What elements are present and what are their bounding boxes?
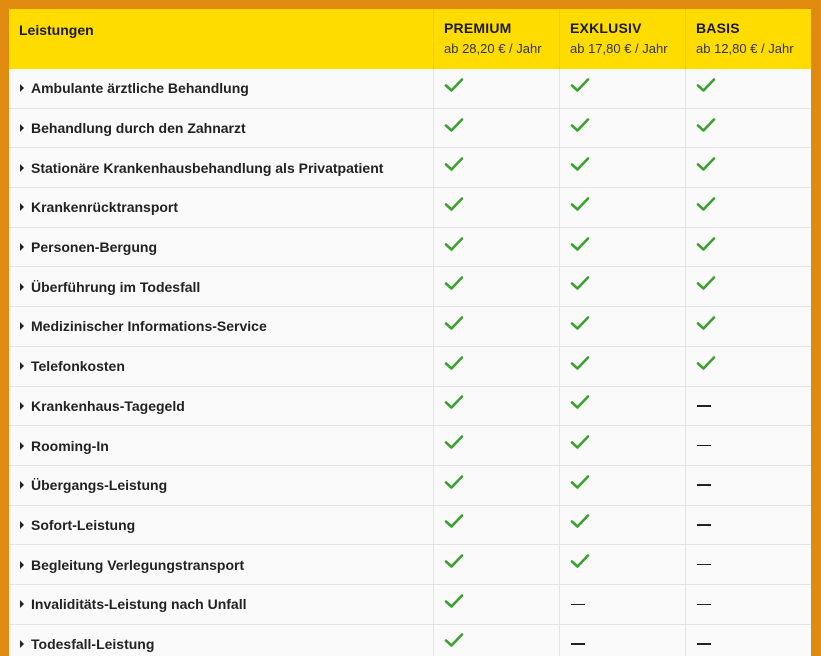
check-icon [696, 277, 716, 296]
row-label[interactable] [19, 80, 249, 96]
cell-exklusiv [560, 625, 686, 656]
cell-basis [686, 545, 811, 584]
check-icon [444, 436, 464, 455]
table-row[interactable] [9, 188, 811, 228]
row-label-text: Behandlung durch den Zahnarzt [31, 120, 246, 137]
cell-exklusiv [560, 585, 686, 624]
check-icon [444, 198, 464, 217]
cell-exklusiv [560, 545, 686, 584]
check-icon [696, 119, 716, 138]
check-icon [570, 515, 590, 534]
plan-name: BASIS [696, 20, 740, 36]
check-icon [570, 436, 590, 455]
cell-exklusiv [560, 267, 686, 306]
check-icon [570, 476, 590, 495]
check-icon [570, 238, 590, 257]
check-icon [570, 158, 590, 177]
row-label-cell[interactable] [9, 188, 434, 227]
check-icon [444, 277, 464, 296]
cell-exklusiv [560, 148, 686, 187]
cell-premium [434, 387, 560, 426]
check-icon [696, 317, 716, 336]
row-label-cell[interactable] [9, 466, 434, 505]
check-icon [570, 555, 590, 574]
plan-price: ab 28,20 € / Jahr [444, 41, 542, 56]
caret-right-icon[interactable] [20, 442, 24, 450]
dash-icon [697, 484, 711, 486]
caret-right-icon[interactable] [20, 561, 24, 569]
dash-icon [697, 445, 711, 447]
row-label-cell[interactable] [9, 109, 434, 148]
cell-basis [686, 307, 811, 346]
check-icon [570, 277, 590, 296]
row-label-text: Personen-Bergung [31, 239, 158, 256]
cell-premium [434, 109, 560, 148]
dash-icon [697, 564, 711, 566]
caret-right-icon[interactable] [20, 402, 24, 410]
dash-icon [571, 604, 585, 606]
caret-right-icon[interactable] [20, 124, 24, 132]
table-row[interactable] [9, 109, 811, 149]
table-row[interactable] [9, 545, 811, 585]
cell-exklusiv [560, 109, 686, 148]
row-label-cell[interactable] [9, 387, 434, 426]
cell-basis [686, 267, 811, 306]
check-icon [570, 79, 590, 98]
check-icon [444, 555, 464, 574]
comparison-table [9, 9, 811, 656]
cell-basis [686, 426, 811, 465]
leistungen-heading: Leistungen [19, 22, 94, 38]
cell-exklusiv [560, 387, 686, 426]
check-icon [444, 634, 464, 653]
plan-name: PREMIUM [444, 20, 512, 36]
row-label[interactable] [19, 477, 167, 493]
cell-basis [686, 625, 811, 656]
dash-icon [697, 405, 711, 407]
row-label-cell[interactable] [9, 426, 434, 465]
cell-basis [686, 69, 811, 108]
cell-basis [686, 506, 811, 545]
cell-premium [434, 267, 560, 306]
row-label[interactable] [19, 239, 157, 255]
check-icon [696, 158, 716, 177]
row-label-text: Stationäre Krankenhausbehandlung als Privatpatient [31, 159, 384, 176]
table-header [9, 9, 811, 69]
caret-right-icon[interactable] [20, 164, 24, 172]
dash-icon [697, 604, 711, 606]
table-row[interactable] [9, 466, 811, 506]
cell-exklusiv [560, 506, 686, 545]
cell-premium [434, 188, 560, 227]
cell-premium [434, 466, 560, 505]
cell-basis [686, 466, 811, 505]
row-label-text: Rooming-In [31, 437, 109, 454]
row-label-cell[interactable] [9, 585, 434, 624]
check-icon [696, 198, 716, 217]
row-label-cell[interactable] [9, 545, 434, 584]
row-label-text: Sofort-Leistung [31, 516, 136, 533]
cell-basis [686, 387, 811, 426]
row-label-text: Todesfall-Leistung [31, 635, 155, 652]
caret-right-icon[interactable] [20, 203, 24, 211]
cell-premium [434, 585, 560, 624]
row-label-text: Telefonkosten [31, 358, 125, 375]
row-label[interactable] [19, 517, 135, 533]
row-label-cell[interactable] [9, 307, 434, 346]
table-row[interactable] [9, 307, 811, 347]
caret-right-icon[interactable] [20, 521, 24, 529]
caret-right-icon[interactable] [20, 283, 24, 291]
table-row[interactable] [9, 387, 811, 427]
cell-basis [686, 347, 811, 386]
cell-exklusiv [560, 228, 686, 267]
row-label-cell[interactable] [9, 148, 434, 187]
table-row[interactable] [9, 267, 811, 307]
dash-icon [697, 643, 711, 645]
check-icon [696, 79, 716, 98]
check-icon [444, 476, 464, 495]
row-label-cell[interactable] [9, 69, 434, 108]
row-label-cell[interactable] [9, 625, 434, 656]
check-icon [444, 357, 464, 376]
check-icon [444, 158, 464, 177]
row-label[interactable] [19, 279, 200, 295]
cell-premium [434, 148, 560, 187]
row-label-cell[interactable] [9, 228, 434, 267]
table-row[interactable] [9, 625, 811, 656]
row-label-text: Ambulante ärztliche Behandlung [31, 80, 249, 97]
check-icon [570, 357, 590, 376]
row-label-cell[interactable] [9, 347, 434, 386]
cell-premium [434, 545, 560, 584]
table-row[interactable] [9, 585, 811, 625]
plan-name: EXKLUSIV [570, 20, 642, 36]
row-label[interactable] [19, 120, 246, 136]
check-icon [444, 515, 464, 534]
row-label[interactable] [19, 160, 383, 176]
cell-exklusiv [560, 426, 686, 465]
row-label-text: Begleitung Verlegungstransport [31, 556, 245, 573]
row-label-text: Medizinischer Informations-Service [31, 318, 267, 335]
check-icon [444, 317, 464, 336]
cell-basis [686, 148, 811, 187]
check-icon [696, 238, 716, 257]
caret-right-icon[interactable] [20, 362, 24, 370]
cell-premium [434, 228, 560, 267]
dash-icon [571, 643, 585, 645]
cell-premium [434, 506, 560, 545]
row-label-text: Krankenhaus-Tagegeld [31, 397, 185, 414]
header-plan-premium [434, 9, 560, 69]
header-plan-basis [686, 9, 811, 69]
cell-exklusiv [560, 466, 686, 505]
check-icon [570, 198, 590, 217]
row-label[interactable] [19, 438, 109, 454]
plan-price: ab 12,80 € / Jahr [696, 41, 794, 56]
row-label[interactable] [19, 398, 185, 414]
header-leistungen [9, 9, 434, 69]
row-label[interactable] [19, 636, 154, 652]
table-row[interactable] [9, 506, 811, 546]
table-row[interactable] [9, 69, 811, 109]
row-label-text: Übergangs-Leistung [31, 477, 168, 494]
check-icon [444, 595, 464, 614]
row-label[interactable] [19, 358, 125, 374]
caret-right-icon[interactable] [20, 640, 24, 648]
caret-right-icon[interactable] [20, 481, 24, 489]
check-icon [444, 119, 464, 138]
row-label[interactable] [19, 199, 178, 215]
cell-premium [434, 426, 560, 465]
cell-basis [686, 109, 811, 148]
check-icon [570, 317, 590, 336]
cell-premium [434, 69, 560, 108]
row-label-text: Invaliditäts-Leistung nach Unfall [31, 596, 247, 613]
check-icon [444, 396, 464, 415]
table-row[interactable] [9, 148, 811, 188]
cell-basis [686, 228, 811, 267]
cell-basis [686, 188, 811, 227]
row-label-text: Krankenrücktransport [31, 199, 179, 216]
cell-premium [434, 625, 560, 656]
cell-exklusiv [560, 307, 686, 346]
row-label-text: Überführung im Todesfall [31, 278, 201, 295]
cell-premium [434, 347, 560, 386]
row-label[interactable] [19, 318, 267, 334]
cell-exklusiv [560, 69, 686, 108]
caret-right-icon[interactable] [20, 322, 24, 330]
caret-right-icon[interactable] [20, 600, 24, 608]
table-body [9, 69, 811, 656]
header-plan-exklusiv [560, 9, 686, 69]
row-label[interactable] [19, 557, 244, 573]
cell-exklusiv [560, 347, 686, 386]
check-icon [444, 238, 464, 257]
dash-icon [697, 524, 711, 526]
row-label[interactable] [19, 596, 246, 612]
table-row[interactable] [9, 228, 811, 268]
check-icon [696, 357, 716, 376]
check-icon [444, 79, 464, 98]
plan-price: ab 17,80 € / Jahr [570, 41, 668, 56]
check-icon [570, 119, 590, 138]
row-label-cell[interactable] [9, 267, 434, 306]
caret-right-icon[interactable] [20, 84, 24, 92]
caret-right-icon[interactable] [20, 243, 24, 251]
cell-exklusiv [560, 188, 686, 227]
row-label-cell[interactable] [9, 506, 434, 545]
cell-basis [686, 585, 811, 624]
check-icon [570, 396, 590, 415]
table-row[interactable] [9, 347, 811, 387]
table-row[interactable] [9, 426, 811, 466]
cell-premium [434, 307, 560, 346]
